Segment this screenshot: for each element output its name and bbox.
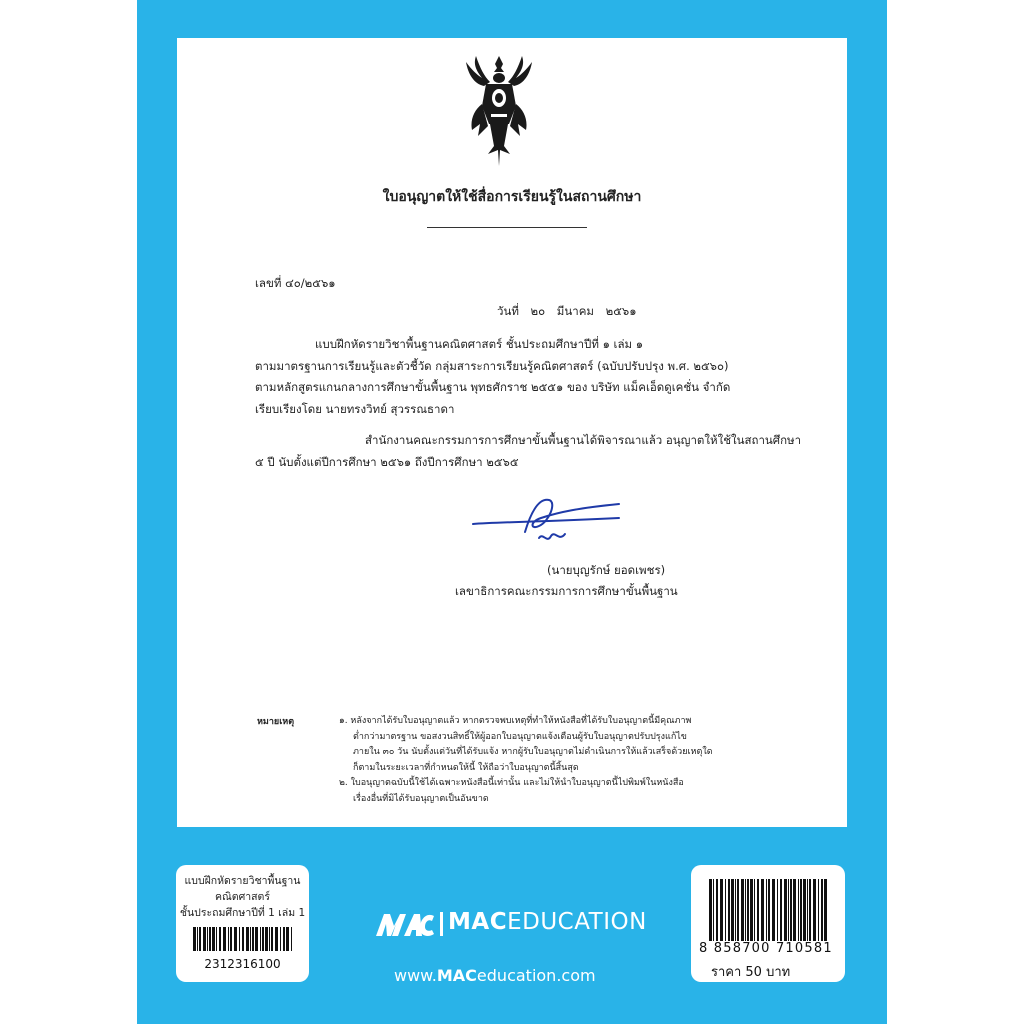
body-line: แบบฝึกหัดรายวิชาพื้นฐานคณิตศาสตร์ ชั้นประถมศึกษาปีที่ ๑ เล่ม ๑ [315,337,644,351]
document-title: ใบอนุญาตให้ใช้สื่อการเรียนรู้ในสถานศึกษา [382,189,642,205]
book-title-line: ชั้นประถมศึกษาปีที่ 1 เล่ม 1 [179,907,306,919]
publisher-logo [374,906,654,942]
note-line: ก็ตามในระยะเวลาที่กำหนดให้นี้ ให้ถือว่าใบอนุญาตนี้สิ้นสุด [353,762,579,773]
price-text: ราคา 50 บาท [711,965,791,980]
signer-title: เลขาธิการคณะกรรมการการศึกษาขั้นพื้นฐาน [455,584,678,598]
price-label [691,865,845,982]
book-title-line: คณิตศาสตร์ [214,891,270,903]
body-line: เรียบเรียงโดย นายทรงวิทย์ สุวรรณธาดา [255,401,455,416]
book-title-lines [176,873,309,921]
notes-label: หมายเหตุ [257,717,295,727]
mac-logo-icon [374,910,436,938]
book-code: 2312316100 [204,957,281,971]
ean-barcode [708,879,828,941]
website-prefix: www. [394,966,437,985]
book-info-label [176,865,309,982]
body-paragraph-2 [255,430,801,473]
body-paragraph-1 [255,334,730,420]
note-line: ๑. หลังจากได้รับใบอนุญาตแล้ว หากตรวจพบเหตุที่ทำให้หนังสือที่ได้รับใบอนุญาตนี้มีคุณภาพ [339,716,692,726]
book-barcode [192,927,294,951]
website-bold: MAC [436,966,477,985]
book-title-line: แบบฝึกหัดรายวิชาพื้นฐาน [184,875,301,887]
logo-text-rest: EDUCATION [507,909,647,935]
license-document [177,38,847,827]
issue-date: วันที่ ๒๐ มีนาคม ๒๕๖๑ [497,304,637,318]
note-line: ต่ำกว่ามาตรฐาน ขอสงวนสิทธิ์ให้ผู้ออกใบอนุญาตแจ้งเตือนผู้รับใบอนุญาตปรับปรุงแก้ไข [353,731,687,742]
notes-list [339,714,713,807]
logo-text [448,909,647,935]
garuda-emblem [464,54,534,168]
note-line: ๒. ใบอนุญาตฉบับนี้ใช้ได้เฉพาะหนังสือนี้เท่านั้น และไม่ให้นำใบอนุญาตนี้ไปพิมพ์ในหนังสือ [339,778,684,788]
note-line: ภายใน ๓๐ วัน นับตั้งแต่วันที่ได้รับแจ้ง หากผู้รับใบอนุญาตไม่ดำเนินการให้แล้วเสร็จด้วยเหตุใด [353,747,713,757]
reference-number: เลขที่ ๔๐/๒๕๖๑ [255,276,336,290]
body-line: ตามหลักสูตรแกนกลางการศึกษาขั้นพื้นฐาน พุทธศักราช ๒๕๕๑ ของ บริษัท แม็คเอ็ดดูเคชั่น จำกัด [255,380,731,394]
signer-name: (นายบุญรักษ์ ยอดเพชร) [547,563,666,577]
body-line: สำนักงานคณะกรรมการการศึกษาขั้นพื้นฐานได้พิจารณาแล้ว อนุญาตให้ใช้ในสถานศึกษา [365,433,802,447]
website-url [394,966,596,985]
website-suffix: education.com [476,966,596,985]
logo-separator [440,912,443,936]
title-underline [427,227,587,228]
body-line: ๕ ปี นับตั้งแต่ปีการศึกษา ๒๕๖๑ ถึงปีการศึกษา ๒๕๖๕ [255,454,519,469]
note-line: เรื่องอื่นที่มิได้รับอนุญาตเป็นอันขาด [353,793,489,804]
body-line: ตามมาตรฐานการเรียนรู้และตัวชี้วัด กลุ่มสาระการเรียนรู้คณิตศาสตร์ (ฉบับปรับปรุง พ.ศ. ๒๕๖๐) [255,358,729,373]
ean-number: 8 858700 710581 [699,941,833,956]
handwritten-signature [469,492,625,548]
logo-text-bold: MAC [448,909,508,935]
